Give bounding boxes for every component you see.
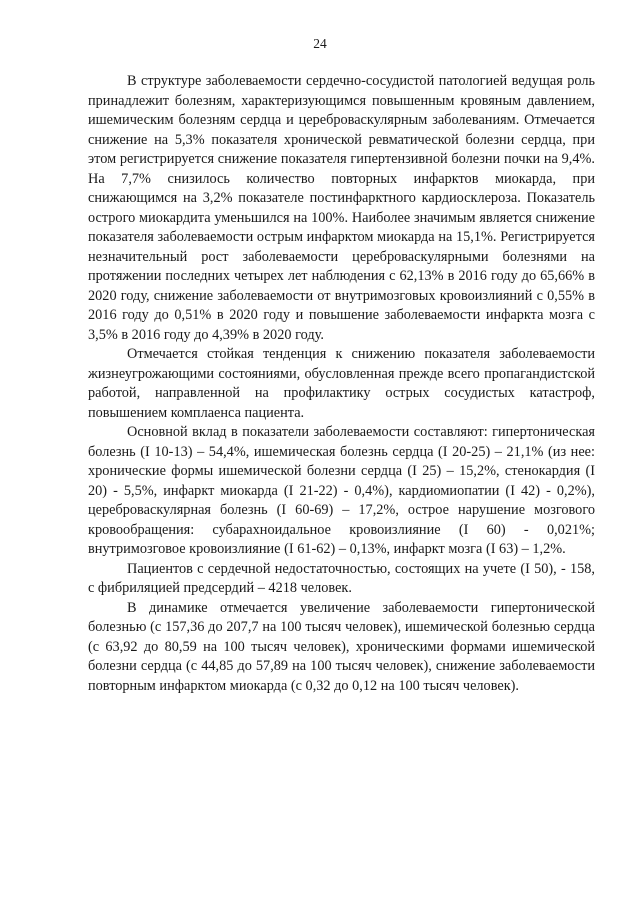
paragraph-heart-failure-patients: Пациентов с сердечной недостаточностью, состоящих на учете (I 50), - 158, с фибриляцией предсердий – 4218 человек. (88, 560, 595, 596)
paragraph-main-contribution: Основной вклад в показатели заболеваемости составляют: гипертоническая болезнь (I 10-13) – 54,4%, ишемическая болезнь сердца (I 20-25) – 21,1% (из нее: хронические формы ишемической болезни сердца (I 25) – 15,2%, стенокардия (I 20) - 5,5%, инфаркт миокарда (I 21-22) - 0,4%), кардиомиопатии (I 42) - 0,2%), цереброваскулярная болезнь (I 60-69) – 17,2%, острое нарушение мозгового кровообращения: субарахноидальное кровоизлияние (I 60) - 0,021%; внутримозговое кровоизлияние (I 61-62) – 0,13%, инфаркт мозга (I 63) – 1,2%. (88, 424, 595, 557)
paragraph-cardiovascular-structure: В структуре заболеваемости сердечно-сосудистой патологией ведущая роль принадлежит болезням, характеризующимся повышенным кровяным давлением, ишемическим болезням сердца и цереброваскулярным заболеваниям. Отмечается снижение на 5,3% показателя хронической ревматической болезни сердца, при этом регистрируется снижение показателя гипертензивной болезни почки на 9,4%. На 7,7% снизилось количество повторных инфарктов миокарда, при снижающимся на 3,2% показателе постинфарктного кардиосклероза. Показатель острого миокардита уменьшился на 100%. Наиболее значимым является снижение показателя заболеваемости острым инфарктом миокарда на 15,1%. Регистрируется незначительный рост заболеваемости цереброваскулярными болезнями на протяжении последних четырех лет наблюдения с 62,13% в 2016 году до 65,66% в 2020 году, снижение заболеваемости от внутримозговых кровоизлияний с 0,55% в 2016 году до 0,51% в 2020 году и повышение заболеваемости инфаркта мозга с 3,5% в 2016 году до 4,39% в 2020 году. (88, 73, 595, 343)
paragraph-life-threatening-trend: Отмечается стойкая тенденция к снижению показателя заболеваемости жизнеугрожающими состояниями, обусловленная прежде всего пропагандистской работой, направленной на профилактику острых сосудистых катастроф, повышением комплаенса пациента. (88, 346, 595, 421)
body-text (88, 72, 595, 696)
paragraph-dynamics: В динамике отмечается увеличение заболеваемости гипертонической болезнью (с 157,36 до 207,7 на 100 тысяч человек), ишемической болезнью сердца (с 63,92 до 80,59 на 100 тысяч человек), хроническими формами ишемической болезни сердца (с 44,85 до 57,89 на 100 тысяч человек), снижение заболеваемости повторным инфарктом миокарда (с 0,32 до 0,12 на 100 тысяч человек). (88, 599, 595, 694)
page-number: 24 (313, 36, 327, 51)
